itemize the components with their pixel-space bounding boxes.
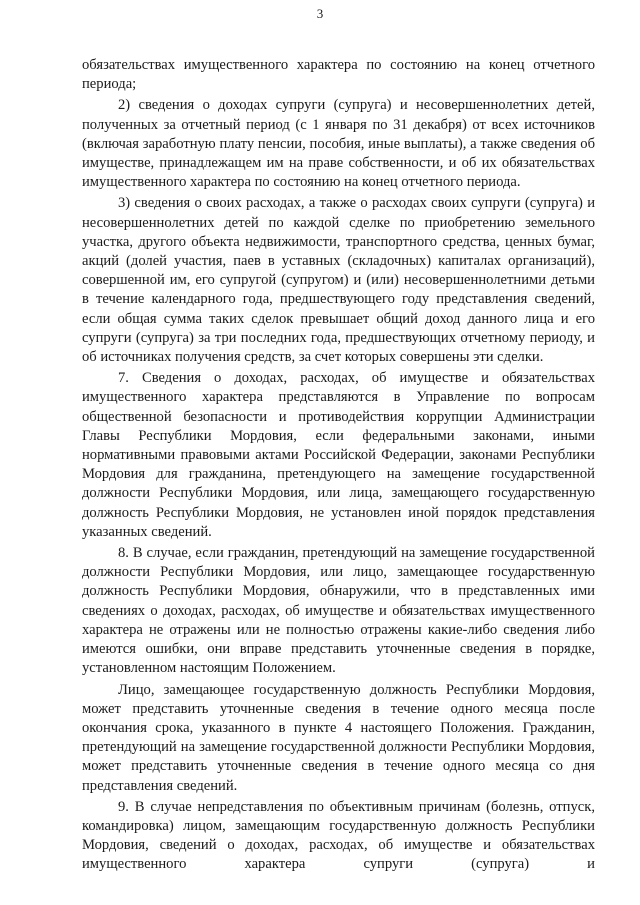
paragraph-section-7: 7. Сведения о доходах, расходах, об имуществе и обязательствах имущественного характера представляются в Управление по вопросам общественной безопасности и противодействия коррупции Администрации Главы Республики Мордовия, если федеральными законами, иными нормативными правовыми актами Российской Федерации, законами Республики Мордовия для гражданина, претендующего на замещение государственной должности Республики Мордовия, или лица, замещающего государственную должность Республики Мордовия, не установлен иной порядок представления указанных сведений. (82, 370, 595, 540)
paragraph-section-8: 8. В случае, если гражданин, претендующий на замещение государственной должности Республики Мордовия, или лицо, замещающее государственную должность Республики Мордовия, обнаружили, что в представленных ими сведениях о доходах, расходах, об имуществе и обязательствах имущественного характера не отражены или не полностью отражены какие-либо сведения либо имеются ошибки, они вправе представить уточненные сведения в порядке, установленном настоящим Положением. (82, 545, 595, 677)
paragraph-section-8-continued: Лицо, замещающее государственную должность Республики Мордовия, может представить уточненные сведения в течение одного месяца после окончания срока, указанного в пункте 4 настоящего Положения. Гражданин, претендующий на замещение государственной должности Республики Мордовия, может представить уточненные сведения в течение одного месяца со дня представления сведений. (82, 681, 595, 794)
page-number: 3 (316, 6, 324, 21)
paragraph-item-3: 3) сведения о своих расходах, а также о расходах своих супруги (супруга) и несовершеннолетних детей по каждой сделке по приобретению земельного участка, другого объекта недвижимости, транспортного средства, ценных бумаг, акций (долей участия, паев в уставных (складочных) капиталах организаций), совершенной им, его супругой (супругом) и (или) несовершеннолетними детьми в течение календарного года, предшествующего году представления сведений, если общая сумма таких сделок превышает общий доход данного лица и его супруги (супруга) за три последних года, предшествующих отчетному периоду, и об источниках получения средств, за счет которых совершены эти сделки. (82, 195, 595, 366)
document-body (82, 56, 595, 877)
paragraph-continuation: обязательствах имущественного характера по состоянию на конец отчетного периода; (82, 57, 595, 93)
paragraph-section-9: 9. В случае непредставления по объективным причинам (болезнь, отпуск, командировка) лицом, замещающим государственную должность Республики Мордовия, сведений о доходах, расходах, об имуществе и обязательствах имущественного характера супруги (супруга) и (82, 798, 595, 873)
paragraph-item-2: 2) сведения о доходах супруги (супруга) и несовершеннолетних детей, полученных за отчетный период (с 1 января по 31 декабря) от всех источников (включая заработную плату пенсии, пособия, иные выплаты), а также сведения об имуществе, принадлежащем им на праве собственности, и об их обязательствах имущественного характера по состоянию на конец отчетного периода. (82, 97, 595, 191)
